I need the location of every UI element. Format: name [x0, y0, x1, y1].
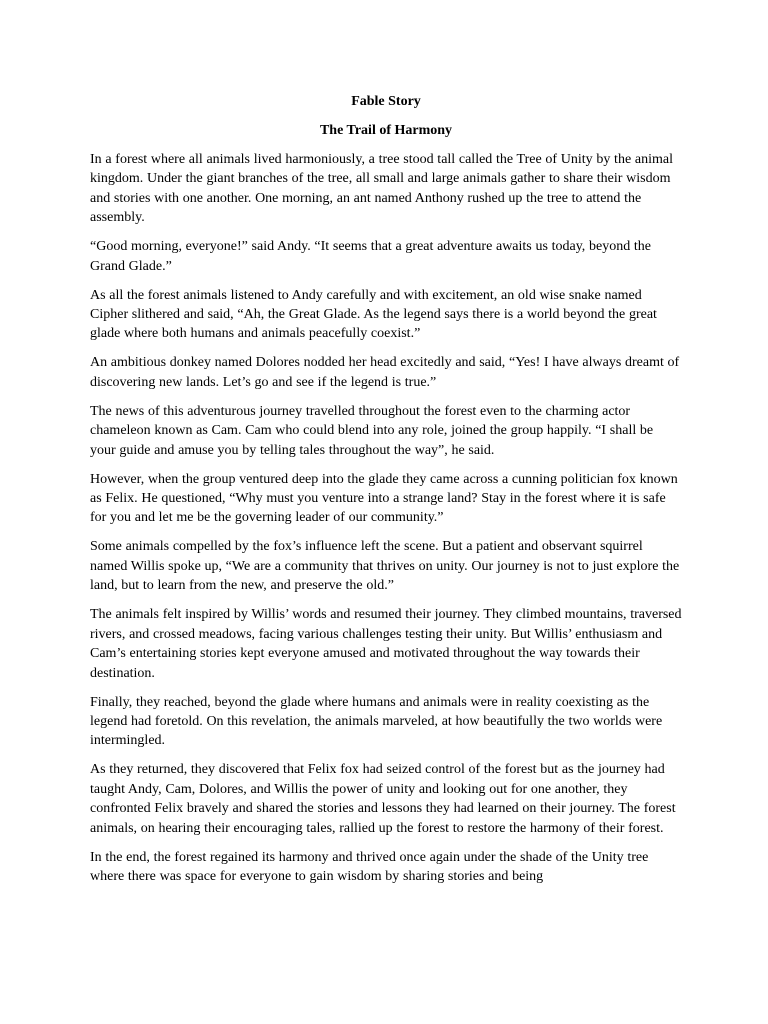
- paragraph-11: In the end, the forest regained its harmony and thrived once again under the shade of the Unity tree where there was space for everyone to gain wisdom by sharing stories and being: [90, 849, 649, 884]
- story-title: The Trail of Harmony: [319, 123, 453, 138]
- paragraph-7: Some animals compelled by the fox’s influence left the scene. But a patient and observant squirrel named Willis spoke up, “We are a community that thrives on unity. Our journey is not to just explore the land, but to learn from the new, and preserve the old.”: [90, 539, 680, 594]
- paragraph-3: As all the forest animals listened to Andy carefully and with excitement, an old wise snake named Cipher slithered and said, “Ah, the Great Glade. As the legend says there is a world beyond the great glade where both humans and animals peacefully coexist.”: [90, 287, 657, 342]
- paragraph-5: The news of this adventurous journey travelled throughout the forest even to the charming actor chameleon known as Cam. Cam who could blend into any role, joined the group happily. “I shall be your guide and amuse you by telling tales throughout the way”, he said.: [90, 403, 654, 458]
- paragraph-1: In a forest where all animals lived harmoniously, a tree stood tall called the Tree of Unity by the animal kingdom. Under the giant branches of the tree, all small and large animals gather to share their wisdom and stories with one another. One morning, an ant named Anthony rushed up the tree to attend the assembly.: [90, 152, 673, 226]
- paragraph-2: “Good morning, everyone!” said Andy. “It seems that a great adventure awaits us today, beyond the Grand Glade.”: [90, 239, 652, 274]
- document-label: Fable Story: [351, 94, 421, 109]
- paragraph-8: The animals felt inspired by Willis’ words and resumed their journey. They climbed mountains, traversed rivers, and crossed meadows, facing various challenges testing their unity. But Willis’ enthusiasm and Cam’s entertaining stories kept everyone amused and motivated throughout the way towards their destination.: [90, 607, 682, 681]
- paragraph-6: However, when the group ventured deep into the glade they came across a cunning politician fox known as Felix. He questioned, “Why must you venture into a strange land? Stay in the forest where it is safe for you and let me be the governing leader of our community.”: [90, 471, 678, 526]
- paragraph-10: As they returned, they discovered that Felix fox had seized control of the forest but as the journey had taught Andy, Cam, Dolores, and Willis the power of unity and looking out for one another, they confronted Felix bravely and shared the stories and lessons they had learned on their journey. The forest animals, on hearing their encouraging tales, rallied up the forest to restore the harmony of their forest.: [90, 762, 676, 836]
- document-body: [90, 92, 682, 896]
- paragraph-4: An ambitious donkey named Dolores nodded her head excitedly and said, “Yes! I have always dreamt of discovering new lands. Let’s go and see if the legend is true.”: [90, 355, 680, 390]
- paragraph-9: Finally, they reached, beyond the glade where humans and animals were in reality coexisting as the legend had foretold. On this revelation, the animals marveled, at how beautifully the two worlds were intermingled.: [90, 694, 663, 749]
